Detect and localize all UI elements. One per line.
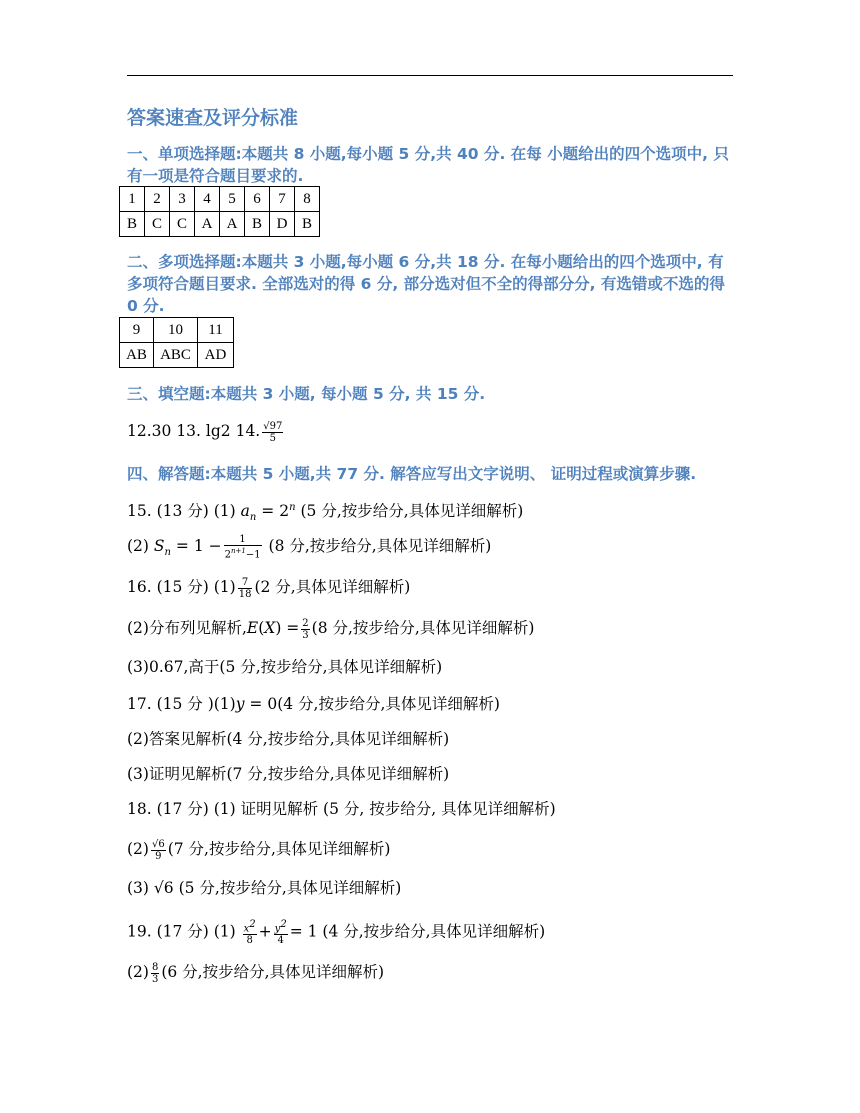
answer-14-label: 14. [235,422,261,440]
section1-heading: 一、单项选择题:本题共 8 小题,每小题 5 分,共 40 分. 在每 小题给出的四个选项中, 只有一项是符合题目要求的. [127,145,729,185]
formula: E [246,619,259,637]
table-row [120,212,320,237]
table-cell: B [245,212,270,237]
table-cell: AB [120,343,154,368]
answer-19-1: 19. (17 分) (1) $\frac{x^2}{8}$ + $\frac{y^2}{4}$ = 1 (4 分,按步给分,具体见详细解析) [127,919,546,947]
answer-16-3: (3)0.67,高于(5 分,按步给分,具体见详细解析) [127,658,443,676]
formula: y [235,695,245,713]
table-cell: 11 [198,318,234,343]
page-title: 答案速查及评分标准 [127,107,299,129]
answer-15-2: (2) $S_n = 1$ − $\frac{1}{2^{n+1}-1}$ (8 分,按步给分,具体见详细解析) [127,534,492,561]
single-choice-answer-table [119,186,320,237]
table-cell: D [270,212,295,237]
table-cell: 6 [245,187,270,212]
formula: $S_n$ [153,537,171,559]
table-cell: 5 [220,187,245,212]
answer-12: 12.30 [127,422,172,440]
answer-13: 13. lg2 [176,422,231,440]
table-cell: C [145,212,170,237]
table-cell: 7 [270,187,295,212]
answer-16-1: 16. (15 分) (1) $\frac{7}{18}$ (2 分,具体见详细解析) [127,576,411,600]
table-cell: A [220,212,245,237]
section4-heading: 四、解答题:本题共 5 小题,共 77 分. 解答应写出文字说明、 证明过程或演算步骤. [127,465,697,483]
answer-17-1: 17. (15 分 )(1)y = 0(4 分,按步给分,具体见详细解析) [127,695,500,713]
table-cell: 1 [120,187,145,212]
answer-18-2: (2) $\frac{√6}{9}$ (7 分,按步给分,具体见详细解析) [127,838,391,862]
section2-heading: 二、多项选择题:本题共 3 小题,每小题 6 分,共 18 分. 在每小题给出的四个选项中, 有多项符合题目要求. 全部选对的得 6 分, 部分选对但不全的得部分分, 有选错或不选的得 0 分. [127,253,725,315]
table-cell: 4 [195,187,220,212]
answer-14-fraction: $\frac{√97}{5}$ [263,420,283,444]
table-cell: B [120,212,145,237]
table-row [120,343,234,368]
answer-17-2: (2)答案见解析(4 分,按步给分,具体见详细解析) [127,730,450,748]
table-cell: AD [198,343,234,368]
formula: $a_n$ [240,502,257,524]
answer-18-1: 18. (17 分) (1) 证明见解析 (5 分, 按步给分, 具体见详细解析) [127,800,556,818]
table-cell: 8 [295,187,320,212]
top-rule [127,75,733,76]
answer-17-3: (3)证明见解析(7 分,按步给分,具体见详细解析) [127,765,450,783]
table-cell: C [170,212,195,237]
multi-choice-answer-table [119,317,234,368]
table-cell: 10 [154,318,198,343]
table-cell: A [195,212,220,237]
section3-heading: 三、填空题:本题共 3 小题, 每小题 5 分, 共 15 分. [127,385,486,403]
table-cell: ABC [154,343,198,368]
table-cell: 2 [145,187,170,212]
answer-18-3: (3) √6 (5 分,按步给分,具体见详细解析) [127,879,402,897]
answer-19-2: (2) $\frac{8}{3}$ (6 分,按步给分,具体见详细解析) [127,961,385,985]
table-cell: 3 [170,187,195,212]
fill-in-answers [127,420,285,444]
table-row [120,318,234,343]
answer-15-1: 15. (13 分) (1) $a_n = 2^n$ (5 分,按步给分,具体见详细解析) [127,502,524,524]
table-cell: 9 [120,318,154,343]
answer-16-2: (2)分布列见解析,E(X) = $\frac{2}{3}$ (8 分,按步给分,具体见详细解析) [127,617,535,641]
table-row [120,187,320,212]
table-cell: B [295,212,320,237]
